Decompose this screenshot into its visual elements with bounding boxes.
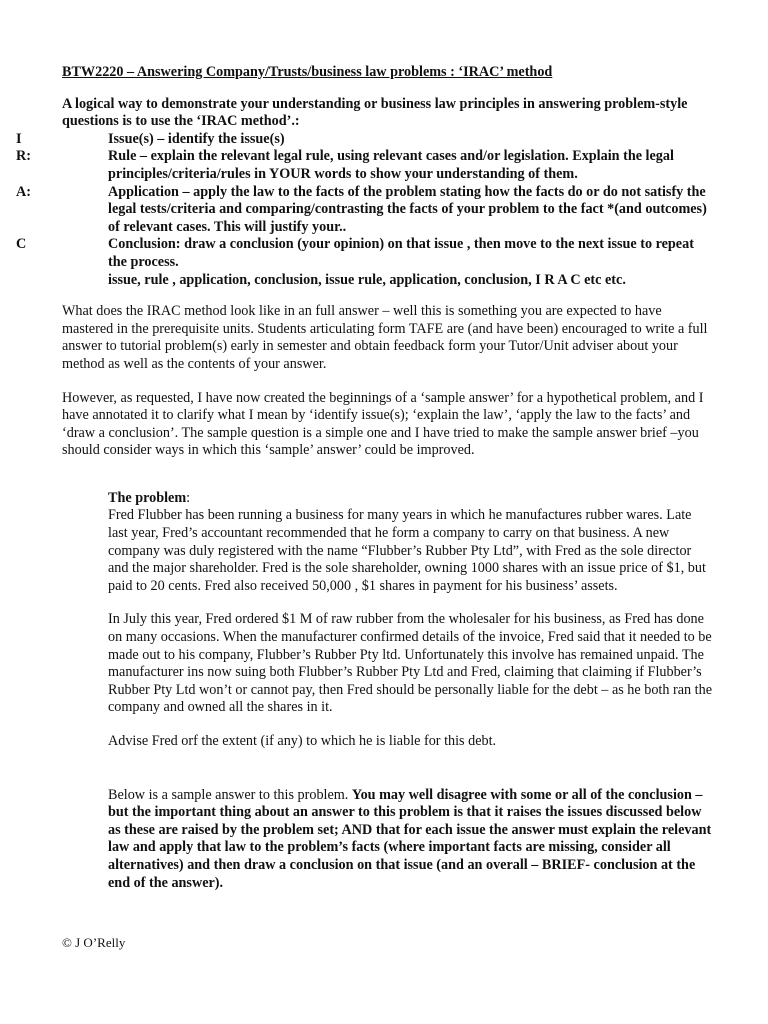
irac-item-application <box>16 183 712 237</box>
irac-letter: A: <box>16 183 31 200</box>
irac-summary-line: issue, rule , application, conclusion, issue rule, application, conclusion, I R A C etc etc. <box>108 271 626 288</box>
document-title: BTW2220 – Answering Company/Trusts/business law problems : ‘IRAC’ method <box>62 64 553 80</box>
irac-list <box>16 130 712 289</box>
irac-letter: R: <box>16 148 31 165</box>
problem-paragraph-1: Fred Flubber has been running a business for many years in which he manufactures rubber wares. Late last year, Fred’s accountant recommended that he form a company to carry on that business. A new company was duly registered with the name “Flubber’s Rubber Pty Ltd”, with Fred as the sole director and the major shareholder. Fred is the sole shareholder, owning 1000 shares with an issue price of $1, but paid to 20 cents. Fred also received 50,000 , $1 shares in payment for his business’ assets. <box>108 507 706 594</box>
intro-paragraph: A logical way to demonstrate your understanding or business law principles in answering problem-style questions is to use the ‘IRAC method’.: <box>62 95 688 130</box>
irac-item-rule <box>16 148 712 183</box>
irac-text: Issue(s) – identify the issue(s) <box>108 130 285 147</box>
problem-paragraph-3: Advise Fred orf the extent (if any) to which he is liable for this debt. <box>108 733 497 749</box>
paragraph-sample-answer-intro: However, as requested, I have now created the beginnings of a ‘sample answer’ for a hypothetical problem, and I have annotated it to clarify what I mean by ‘identify issue(s); ‘explain the law’, ‘apply the law to the facts’ and ‘draw a conclusion’. The sample question is a simple one and I have tried to make the sample answer brief –you should consider ways in which this ‘sample’ answer’ could be improved. <box>62 389 704 459</box>
problem-heading: The problem <box>108 489 187 506</box>
irac-text: Conclusion: draw a conclusion (your opinion) on that issue , then move to the next issue to repeat the process. <box>108 236 694 270</box>
problem-section <box>62 490 712 892</box>
problem-paragraph-2: In July this year, Fred ordered $1 M of raw rubber from the wholesaler for his business, as Fred has done on many occasions. When the manufacturer confirmed details of the invoice, Fred said that it needed to be made out to his company, Flubber’s Rubber Pty ltd. Unfortunately this involve has remained unpaid. The manufacturer ins now suing both Flubber’s Rubber Pty Ltd and Fred, claiming that claiming if Flubber’s Rubber Pty Ltd won’t or cannot pay, then Fred should be personally liable for the debt – as he both ran the company and owned all the shares in it. <box>108 611 713 716</box>
document-page <box>16 64 713 908</box>
irac-item-issue <box>16 130 712 149</box>
irac-letter: I <box>16 130 22 147</box>
irac-item-conclusion <box>16 236 712 271</box>
irac-text: Application – apply the law to the facts of the problem stating how the facts do or do not satisfy the legal tests/criteria and comparing/contrasting the facts of your problem to the fact *(and outcomes) of relevant cases. This will justify your.. <box>108 183 707 235</box>
irac-text: Rule – explain the relevant legal rule, using relevant cases and/or legislation. Explain the legal principles/criteria/rules in YOUR words to show your understanding of them. <box>108 148 674 182</box>
problem-heading-colon: : <box>186 489 191 506</box>
irac-letter: C <box>16 236 27 253</box>
problem-heading-line <box>108 490 712 508</box>
paragraph-irac-full-answer: What does the IRAC method look like in an full answer – well this is something you are expected to have mastered in the prerequisite units. Students articulating form TAFE are (and have been) encouraged to write a full answer to tutorial problem(s) early in semester and obtain feedback form your Tutor/Unit adviser about your method as well as the contents of your answer. <box>62 303 708 372</box>
sample-answer-lead: Below is a sample answer to this problem. <box>108 786 352 803</box>
sample-answer-emphasis: You may well disagree with some or all of the conclusion – but the important thing about an answer to this problem is that it raises the issues discussed below as these are raised by the problem set; AND that for each issue the answer must explain the relevant law and apply that law to the problem’s facts (where important facts are missing, consider all alternatives) and then draw a conclusion on that issue (and an overall – BRIEF- conclusion at the end of the answer). <box>108 786 712 891</box>
sample-answer-paragraph <box>108 787 712 893</box>
copyright-footer: © J O’Relly <box>62 935 126 950</box>
